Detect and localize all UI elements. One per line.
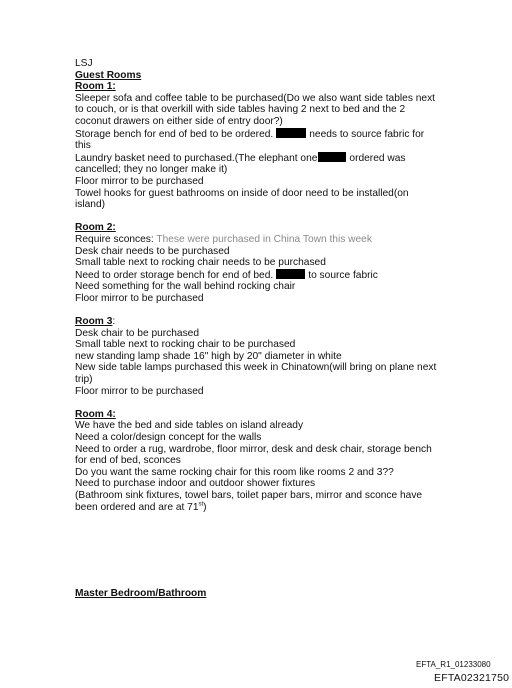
room-1-text: Laundry basket need to purchased.(The elephant one [75,152,318,164]
room-1-line [75,128,447,141]
room-2-heading: Room 2: [75,222,116,234]
room-3-heading [75,316,447,328]
room-4-text: ) [203,501,207,513]
room-3-line: Desk chair to be purchased [75,327,200,339]
section-title-guest-rooms: Guest Rooms [75,69,142,81]
room-2-line [75,234,447,246]
room-4-text: been ordered and are at 71 [75,501,199,513]
room-1-line: Floor mirror to be purchased [75,175,204,187]
room-2-line: Small table next to rocking chair needs to be purchased [75,257,326,269]
author-initials: LSJ [75,58,93,69]
room-1-line: Towel hooks for guest bathrooms on inside of door need to be installed(on [75,187,409,199]
room-2-text: Require sconces: [75,233,154,245]
document-body [75,58,447,600]
room-4-line: Need to order a rug, wardrobe, floor mirror, desk and desk chair, storage bench [75,443,432,455]
master-bedroom-heading: Master Bedroom/Bathroom [75,588,207,600]
room-4-line: Do you want the same rocking chair for this room like rooms 2 and 3?? [75,466,394,478]
ordinal-suffix: st [198,501,204,508]
redaction-box [318,152,346,162]
room-2-line: Floor mirror to be purchased [75,292,204,304]
room-1-line: to couch, or is that overkill with side tables having 2 next to bed and the 2 [75,104,406,116]
room-3-line: Small table next to rocking chair to be purchased [75,339,296,351]
room-3-line: new standing lamp shade 16" high by 20" diameter in white [75,350,342,362]
room-4-line: for end of bed, sconces [75,455,181,467]
room-1-line [75,152,447,165]
room-3-heading-text: Room 3 [75,316,113,328]
redaction-box [276,269,305,279]
room-2-line: Desk chair needs to be purchased [75,245,230,257]
room-3-line: Floor mirror to be purchased [75,385,204,397]
room-1-text: Storage bench for end of bed to be ordered. [75,128,274,140]
room-2-note: These were purchased in China Town this week [156,233,372,245]
room-1-line: island) [75,199,106,211]
room-3-line: trip) [75,374,93,386]
room-4-line: We have the bed and side tables on island already [75,420,304,432]
footer-small-id: EFTA_R1_01233080 [416,660,491,669]
room-1-line: coconut drawers on either side of entry door?) [75,115,283,127]
room-2-text: Need to order storage bench for end of bed. [75,269,274,281]
room-1-line: Sleeper sofa and coffee table to be purchased(Do we also want side tables next [75,92,435,104]
room-1-line: this [75,140,91,152]
room-1-heading: Room 1: [75,81,116,93]
room-1-text: ordered was [349,152,406,164]
footer-bates-number: EFTA02321750 [434,672,510,684]
room-2-text: to source fabric [308,269,378,281]
redaction-box [276,128,306,138]
room-4-line: Need a color/design concept for the walls [75,432,262,443]
room-3-heading-colon: : [112,316,116,328]
room-1-text: needs to source fabric for [309,128,425,140]
room-4-line: (Bathroom sink fixtures, towel bars, toilet paper bars, mirror and sconce have [75,489,423,501]
room-3-line: New side table lamps purchased this week in Chinatown(will bring on plane next [75,362,437,374]
room-4-heading: Room 4: [75,408,116,420]
room-4-line [75,502,447,514]
room-4-line: Need to purchase indoor and outdoor shower fixtures [75,478,316,490]
room-2-line [75,269,447,282]
room-1-line: cancelled; they no longer make it) [75,164,228,176]
room-2-line: Need something for the wall behind rocking chair [75,281,296,293]
